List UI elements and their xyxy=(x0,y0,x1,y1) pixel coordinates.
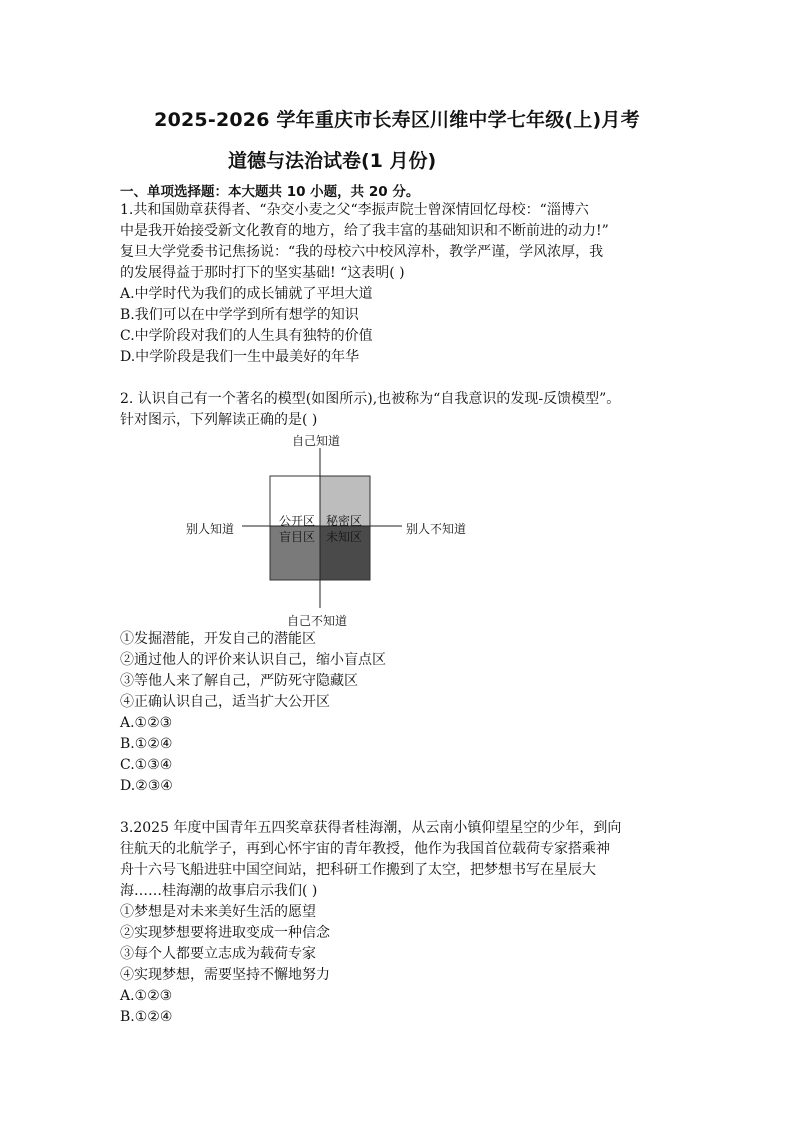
q3-option-b: B.①②④ xyxy=(120,1009,173,1025)
label-unknown-area: 未知区 xyxy=(326,530,363,544)
q3-text-line: 舟十六号飞船进驻中国空间站，把科研工作搬到了太空，把梦想书写在星辰大 xyxy=(120,862,596,878)
exam-subtitle: 道德与法治试卷(1 月份) xyxy=(228,150,437,172)
q3-option-a: A.①②③ xyxy=(120,988,173,1004)
q3-statement: ④实现梦想，需要坚持不懈地努力 xyxy=(120,967,330,983)
q1-option-a: A.中学时代为我们的成长铺就了平坦大道 xyxy=(120,286,373,302)
q2-statement: ④正确认识自己，适当扩大公开区 xyxy=(120,694,330,710)
q2-option-c: C.①③④ xyxy=(120,757,173,773)
q3-statement: ③每个人都要立志成为载荷专家 xyxy=(120,946,316,962)
label-others-know: 别人知道 xyxy=(186,522,235,536)
label-others-unknown: 别人不知道 xyxy=(406,522,467,536)
q3-text-line: 3.2025 年度中国青年五四奖章获得者桂海潮，从云南小镇仰望星空的少年，到向 xyxy=(120,820,622,836)
q3-statement: ①梦想是对未来美好生活的愿望 xyxy=(120,904,316,920)
q1-text-line: 的发展得益于那时打下的坚实基础! “这表明( ) xyxy=(120,265,405,281)
q2-statement: ①发掘潜能，开发自己的潜能区 xyxy=(120,631,316,647)
q1-text-line: 1.共和国勋章获得者、“杂交小麦之父“李振声院士曾深情回忆母校：“淄博六 xyxy=(120,202,589,218)
section-heading: 一、单项选择题：本大题共 10 小题，共 20 分。 xyxy=(120,184,420,200)
q2-statement: ③等他人来了解自己，严防死守隐藏区 xyxy=(120,673,358,689)
label-open-area: 公开区 xyxy=(279,514,316,528)
q2-option-a: A.①②③ xyxy=(120,715,173,731)
q2-statement: ②通过他人的评价来认识自己，缩小盲点区 xyxy=(120,652,386,668)
q2-text-line: 2. 认识自己有一个著名的模型(如图所示),也被称为“自我意识的发现-反馈模型”。 xyxy=(120,391,621,407)
label-self-knows: 自己知道 xyxy=(292,434,341,448)
exam-title: 2025-2026 学年重庆市长寿区川维中学七年级(上)月考 xyxy=(154,109,640,131)
johari-window-diagram xyxy=(180,430,480,630)
q1-option-d: D.中学阶段是我们一生中最美好的年华 xyxy=(120,349,360,365)
q2-option-b: B.①②④ xyxy=(120,736,173,752)
q3-text-line: 往航天的北航学子，再到心怀宇宙的青年教授，他作为我国首位载荷专家搭乘神 xyxy=(120,841,610,857)
q2-option-d: D.②③④ xyxy=(120,778,173,794)
q1-text-line: 复旦大学党委书记焦扬说：“我的母校六中校风淳朴，教学严谨，学风浓厚，我 xyxy=(120,244,604,260)
q1-text-line: 中是我开始接受新文化教育的地方，给了我丰富的基础知识和不断前进的动力!” xyxy=(120,223,609,239)
q2-text-line: 针对图示，下列解读正确的是( ) xyxy=(120,412,318,428)
q3-text-line: 海……桂海潮的故事启示我们( ) xyxy=(120,883,318,899)
q1-option-c: C.中学阶段对我们的人生具有独特的价值 xyxy=(120,328,373,344)
label-blind-area: 盲目区 xyxy=(279,530,316,544)
label-self-unknown: 自己不知道 xyxy=(287,614,348,628)
q1-option-b: B.我们可以在中学学到所有想学的知识 xyxy=(120,307,359,323)
q3-statement: ②实现梦想要将进取变成一种信念 xyxy=(120,925,330,941)
label-secret-area: 秘密区 xyxy=(326,514,363,528)
